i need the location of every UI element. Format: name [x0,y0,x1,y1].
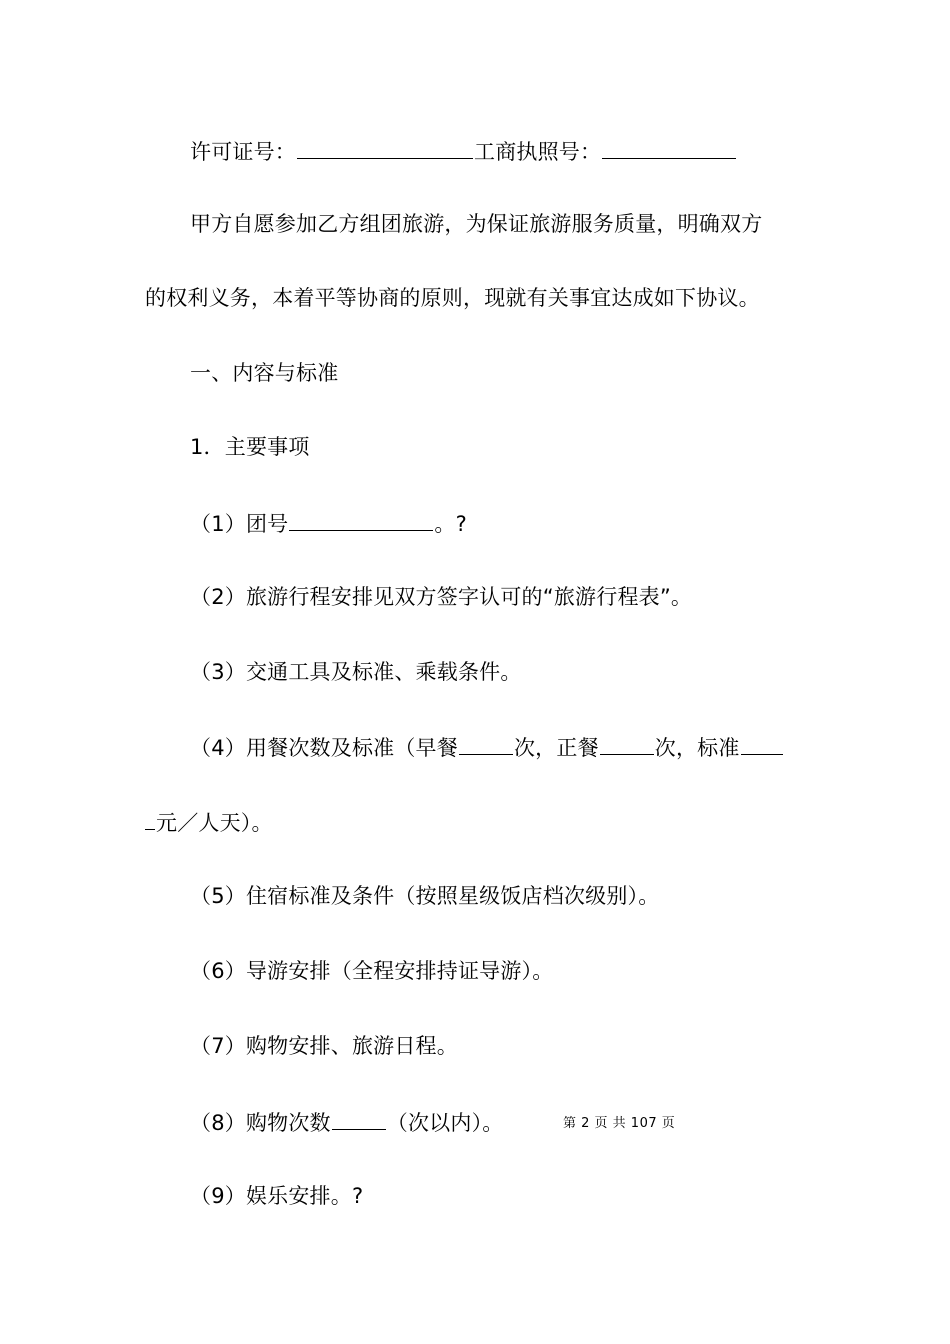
item-4 [190,734,784,760]
shopping-count-blank [332,1109,386,1130]
item-2: （2）旅游行程安排见双方签字认可的“旅游行程表”。 [190,585,693,609]
item-4-continued [145,809,273,835]
item-7: （7）购物安排、旅游日程。 [190,1034,458,1058]
item-4-text-b: 次，正餐 [513,736,599,760]
meal-count-blank [600,734,654,755]
permit-label: 许可证号： [190,140,296,164]
item-8-suffix: （次以内）。 [386,1111,504,1135]
item-4-text-c: 次，标准 [654,736,740,760]
item-5: （5）住宿标准及条件（按照星级饭店档次级别）。 [190,884,660,908]
item-4-text-d: 元／人天）。 [156,811,273,835]
item-8 [190,1109,503,1135]
intro-line-2: 的权利义务，本着平等协商的原则，现就有关事宜达成如下协议。 [145,286,760,310]
item-1-suffix: 。? [434,512,467,536]
group-number-blank [289,510,433,531]
item-8-text: （8）购物次数 [190,1111,331,1135]
subsection-title: 1．主要事项 [190,435,310,459]
permit-blank [297,138,473,159]
breakfast-count-blank [459,734,513,755]
item-3: （3）交通工具及标准、乘载条件。 [190,660,522,684]
license-blank [602,138,736,159]
meal-standard-blank-a [741,734,783,755]
item-1 [190,510,467,536]
meal-standard-blank-b [145,809,155,830]
license-label: 工商执照号： [474,140,602,164]
header-line [190,138,737,164]
intro-line-1: 甲方自愿参加乙方组团旅游，为保证旅游服务质量，明确双方 [190,212,763,236]
item-6: （6）导游安排（全程安排持证导游）。 [190,959,554,983]
section-title: 一、内容与标准 [190,361,339,385]
page-footer: 第 2 页 共 107 页 [563,1116,676,1131]
item-9: （9）娱乐安排。? [190,1184,364,1208]
item-1-text: （1）团号 [190,512,289,536]
item-4-text-a: （4）用餐次数及标准（早餐 [190,736,458,760]
